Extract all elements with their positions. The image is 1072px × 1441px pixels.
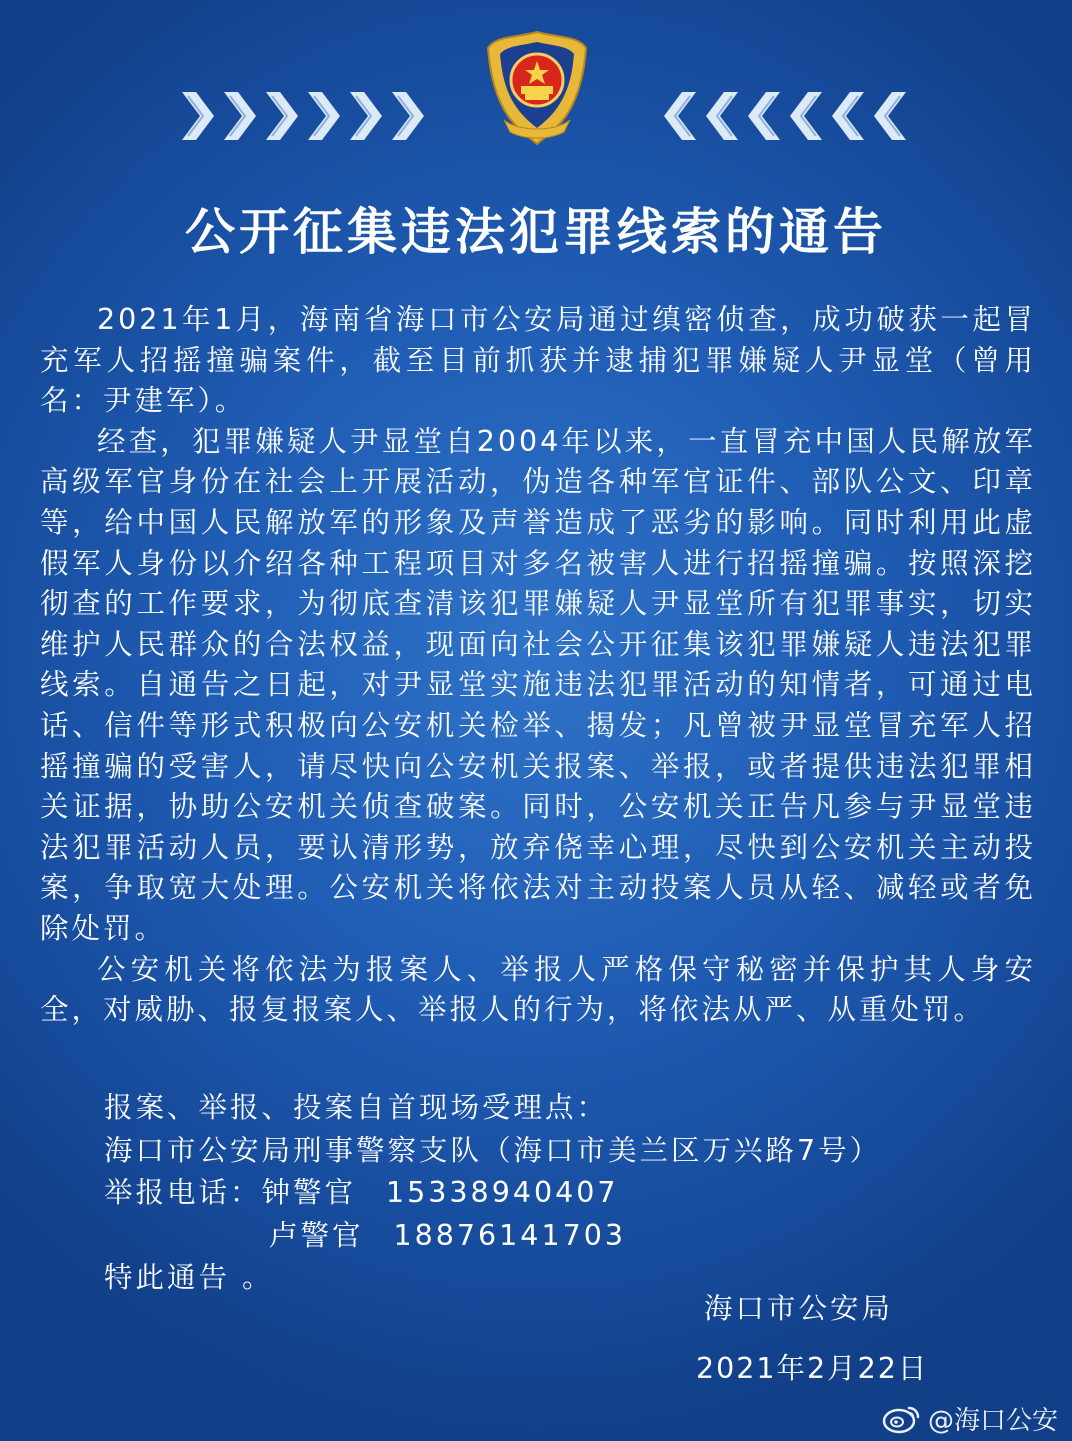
officer-name: 钟警官 (261, 1176, 357, 1209)
emblem-header (0, 28, 1072, 148)
phone-label: 举报电话： (104, 1176, 262, 1209)
officer-phone[interactable]: 18876141703 (393, 1218, 626, 1252)
weibo-icon (882, 1402, 922, 1434)
right-chevron-ornament (660, 90, 910, 142)
police-emblem-icon (474, 28, 600, 148)
officer-phone[interactable]: 15338940407 (386, 1176, 619, 1209)
paragraph-investigation: 经查，犯罪嫌疑人尹显堂自2004年以来，一直冒充中国人民解放军高级军官身份在社会上开展活动，伪造各种军官证件、部队公文、印章等，给中国人民解放军的形象及声誉造成了恶劣的影响。同时利用此虚假军人身份以介绍各种工程项目对多名被害人进行招摇撞骗。按照深挖彻查的工作要求，为彻底查清该犯罪嫌疑人尹显堂所有犯罪事实，切实维护人民群众的合法权益，现面向社会公开征集该犯罪嫌疑人违法犯罪线索。自通告之日起，对尹显堂实施违法犯罪活动的知情者，可通过电话、信件等形式积极向公安机关检举、揭发；凡曾被尹显堂冒充军人招摇撞骗的受害人，请尽快向公安机关报案、举报，或者提供违法犯罪相关证据，协助公安机关侦查破案。同时，公安机关正告凡参与尹显堂违法犯罪活动人员，要认清形势，放弃侥幸心理，尽快到公安机关主动投案，争取宽大处理。公安机关将依法对主动投案人员从轻、减轻或者免除处罚。 (40, 424, 1036, 945)
closing-statement: 特此通告 。 (104, 1261, 274, 1294)
contact-phone-row-1 (104, 1172, 1004, 1215)
contact-heading: 报案、举报、投案自首现场受理点： (104, 1091, 609, 1124)
paragraph-case-summary: 2021年1月，海南省海口市公安局通过缜密侦查，成功破获一起冒充军人招摇撞骗案件，截至目前抓获并逮捕犯罪嫌疑人尹显堂（曾用名：尹建军）。 (40, 303, 1036, 418)
contact-phone-row-2 (104, 1215, 1004, 1258)
paragraph-protection: 公安机关将依法为报案人、举报人严格保守秘密并保护其人身安全，对威胁、报复报案人、举报人的行为，将依法从严、从重处罚。 (40, 952, 1036, 1027)
notice-body (40, 300, 1036, 1031)
contact-address: 海口市公安局刑事警察支队（海口市美兰区万兴路7号） (104, 1133, 882, 1167)
weibo-watermark (882, 1400, 1058, 1436)
watermark-text: @海口公安 (928, 1405, 1059, 1436)
contact-section (104, 1087, 1004, 1300)
officer-name: 卢警官 (269, 1218, 364, 1252)
left-chevron-ornament (178, 90, 428, 142)
issuing-authority: 海口市公安局 (704, 1292, 894, 1325)
issue-date: 2021年2月22日 (696, 1352, 929, 1385)
notice-title: 公开征集违法犯罪线索的通告 (185, 203, 887, 261)
